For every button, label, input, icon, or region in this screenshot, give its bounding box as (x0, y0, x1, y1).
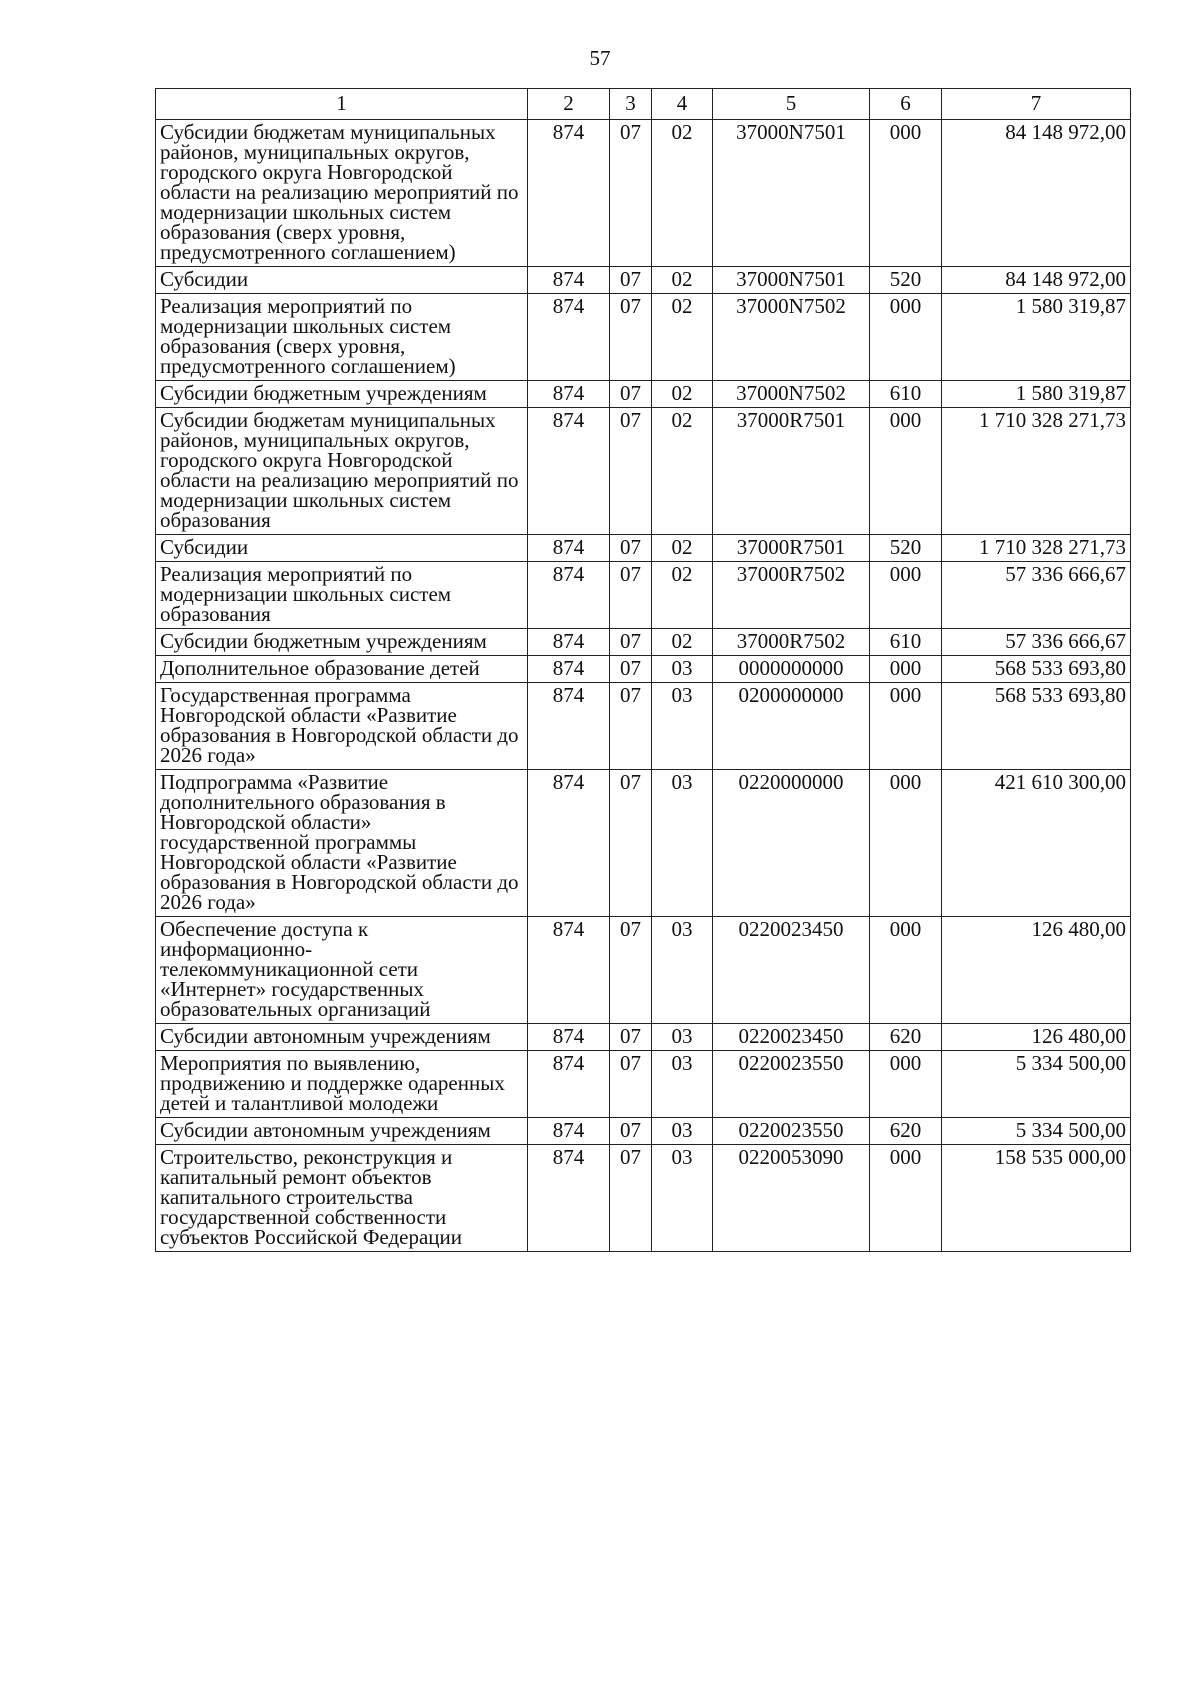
row-section-code: 07 (610, 1051, 652, 1118)
row-target-article: 0220023550 (713, 1118, 870, 1145)
row-ministry-code: 874 (528, 381, 610, 408)
table-row (156, 408, 1131, 535)
row-target-article: 0220023450 (713, 1024, 870, 1051)
row-amount: 421 610 300,00 (942, 770, 1131, 917)
row-name: Мероприятия по выявлению, продвижению и поддержке одаренных детей и талантливой молодежи (156, 1051, 528, 1118)
row-expense-type: 000 (870, 1051, 942, 1118)
row-section-code: 07 (610, 535, 652, 562)
row-subsection-code: 03 (652, 1051, 713, 1118)
header-col-6: 6 (870, 89, 942, 120)
row-subsection-code: 02 (652, 381, 713, 408)
row-ministry-code: 874 (528, 770, 610, 917)
row-name: Субсидии автономным учреждениям (156, 1118, 528, 1145)
row-target-article: 37000N7502 (713, 381, 870, 408)
row-expense-type: 520 (870, 535, 942, 562)
row-expense-type: 620 (870, 1024, 942, 1051)
row-section-code: 07 (610, 656, 652, 683)
row-target-article: 37000N7502 (713, 294, 870, 381)
row-expense-type: 620 (870, 1118, 942, 1145)
row-amount: 158 535 000,00 (942, 1145, 1131, 1252)
row-amount: 5 334 500,00 (942, 1118, 1131, 1145)
row-expense-type: 000 (870, 656, 942, 683)
row-section-code: 07 (610, 120, 652, 267)
row-expense-type: 000 (870, 562, 942, 629)
row-subsection-code: 03 (652, 683, 713, 770)
row-target-article: 37000R7502 (713, 629, 870, 656)
row-section-code: 07 (610, 629, 652, 656)
table-row (156, 1024, 1131, 1051)
row-name: Реализация мероприятий по модернизации школьных систем образования (156, 562, 528, 629)
row-ministry-code: 874 (528, 535, 610, 562)
row-name: Субсидии бюджетным учреждениям (156, 381, 528, 408)
row-amount: 126 480,00 (942, 917, 1131, 1024)
table-row (156, 294, 1131, 381)
row-section-code: 07 (610, 1024, 652, 1051)
row-ministry-code: 874 (528, 562, 610, 629)
row-target-article: 37000N7501 (713, 120, 870, 267)
row-ministry-code: 874 (528, 1118, 610, 1145)
row-amount: 568 533 693,80 (942, 656, 1131, 683)
row-ministry-code: 874 (528, 683, 610, 770)
header-col-1: 1 (156, 89, 528, 120)
row-expense-type: 000 (870, 294, 942, 381)
row-name: Дополнительное образование детей (156, 656, 528, 683)
row-name: Субсидии бюджетным учреждениям (156, 629, 528, 656)
row-subsection-code: 02 (652, 267, 713, 294)
table-row (156, 770, 1131, 917)
row-section-code: 07 (610, 562, 652, 629)
row-target-article: 0220000000 (713, 770, 870, 917)
row-ministry-code: 874 (528, 408, 610, 535)
row-subsection-code: 03 (652, 770, 713, 917)
table-row (156, 267, 1131, 294)
row-subsection-code: 02 (652, 294, 713, 381)
row-section-code: 07 (610, 1145, 652, 1252)
row-expense-type: 610 (870, 381, 942, 408)
row-name: Субсидии бюджетам муниципальных районов, муниципальных округов, городского округа Новгородской области на реализацию мероприятий по модернизации школьных систем образования (156, 408, 528, 535)
row-expense-type: 000 (870, 770, 942, 917)
row-amount: 126 480,00 (942, 1024, 1131, 1051)
row-ministry-code: 874 (528, 1024, 610, 1051)
row-name: Субсидии автономным учреждениям (156, 1024, 528, 1051)
table-row (156, 1145, 1131, 1252)
row-section-code: 07 (610, 1118, 652, 1145)
row-name: Субсидии бюджетам муниципальных районов, муниципальных округов, городского округа Новгородской области на реализацию мероприятий по модернизации школьных систем образования (сверх уровня, предусмотренного соглашением) (156, 120, 528, 267)
header-col-7: 7 (942, 89, 1131, 120)
row-subsection-code: 02 (652, 535, 713, 562)
row-ministry-code: 874 (528, 917, 610, 1024)
row-target-article: 0200000000 (713, 683, 870, 770)
row-amount: 84 148 972,00 (942, 120, 1131, 267)
row-name: Государственная программа Новгородской области «Развитие образования в Новгородской области до 2026 года» (156, 683, 528, 770)
row-amount: 1 710 328 271,73 (942, 535, 1131, 562)
row-amount: 57 336 666,67 (942, 629, 1131, 656)
row-target-article: 0000000000 (713, 656, 870, 683)
row-section-code: 07 (610, 381, 652, 408)
row-subsection-code: 03 (652, 656, 713, 683)
row-subsection-code: 03 (652, 1118, 713, 1145)
row-section-code: 07 (610, 408, 652, 535)
row-subsection-code: 02 (652, 562, 713, 629)
row-ministry-code: 874 (528, 294, 610, 381)
row-target-article: 37000R7501 (713, 408, 870, 535)
table-row (156, 629, 1131, 656)
row-expense-type: 000 (870, 1145, 942, 1252)
table-row (156, 381, 1131, 408)
row-target-article: 0220023550 (713, 1051, 870, 1118)
table-row (156, 656, 1131, 683)
row-subsection-code: 02 (652, 120, 713, 267)
row-section-code: 07 (610, 917, 652, 1024)
row-name: Субсидии (156, 535, 528, 562)
row-name: Подпрограмма «Развитие дополнительного образования в Новгородской области» государственной программы Новгородской области «Развитие образования в Новгородской области до 2026 года» (156, 770, 528, 917)
row-target-article: 37000N7501 (713, 267, 870, 294)
row-subsection-code: 02 (652, 408, 713, 535)
row-name: Реализация мероприятий по модернизации школьных систем образования (сверх уровня, предусмотренного соглашением) (156, 294, 528, 381)
row-ministry-code: 874 (528, 267, 610, 294)
row-target-article: 0220023450 (713, 917, 870, 1024)
row-target-article: 37000R7502 (713, 562, 870, 629)
table-row (156, 120, 1131, 267)
row-section-code: 07 (610, 770, 652, 917)
row-ministry-code: 874 (528, 120, 610, 267)
row-amount: 5 334 500,00 (942, 1051, 1131, 1118)
row-amount: 1 710 328 271,73 (942, 408, 1131, 535)
row-ministry-code: 874 (528, 656, 610, 683)
header-col-2: 2 (528, 89, 610, 120)
table-row (156, 683, 1131, 770)
row-amount: 1 580 319,87 (942, 294, 1131, 381)
row-section-code: 07 (610, 683, 652, 770)
header-col-4: 4 (652, 89, 713, 120)
header-row (156, 89, 1131, 120)
page-number: 57 (589, 46, 611, 70)
row-name: Субсидии (156, 267, 528, 294)
row-section-code: 07 (610, 267, 652, 294)
row-expense-type: 520 (870, 267, 942, 294)
row-amount: 568 533 693,80 (942, 683, 1131, 770)
row-ministry-code: 874 (528, 1145, 610, 1252)
row-subsection-code: 03 (652, 1145, 713, 1252)
row-subsection-code: 03 (652, 1024, 713, 1051)
row-expense-type: 000 (870, 408, 942, 535)
table-row (156, 917, 1131, 1024)
row-subsection-code: 03 (652, 917, 713, 1024)
row-amount: 1 580 319,87 (942, 381, 1131, 408)
row-ministry-code: 874 (528, 1051, 610, 1118)
row-name: Строительство, реконструкция и капитальный ремонт объектов капитального строительства государственной собственности субъектов Российской Федерации (156, 1145, 528, 1252)
header-col-5: 5 (713, 89, 870, 120)
row-target-article: 37000R7501 (713, 535, 870, 562)
row-name: Обеспечение доступа к информационно-телекоммуникационной сети «Интернет» государственных образовательных организаций (156, 917, 528, 1024)
row-expense-type: 610 (870, 629, 942, 656)
row-ministry-code: 874 (528, 629, 610, 656)
row-section-code: 07 (610, 294, 652, 381)
table-row (156, 535, 1131, 562)
row-target-article: 0220053090 (713, 1145, 870, 1252)
table-row (156, 1118, 1131, 1145)
row-amount: 57 336 666,67 (942, 562, 1131, 629)
row-expense-type: 000 (870, 683, 942, 770)
header-col-3: 3 (610, 89, 652, 120)
row-amount: 84 148 972,00 (942, 267, 1131, 294)
budget-table (155, 88, 1131, 1252)
table-row (156, 562, 1131, 629)
table-row (156, 1051, 1131, 1118)
row-expense-type: 000 (870, 120, 942, 267)
row-subsection-code: 02 (652, 629, 713, 656)
row-expense-type: 000 (870, 917, 942, 1024)
